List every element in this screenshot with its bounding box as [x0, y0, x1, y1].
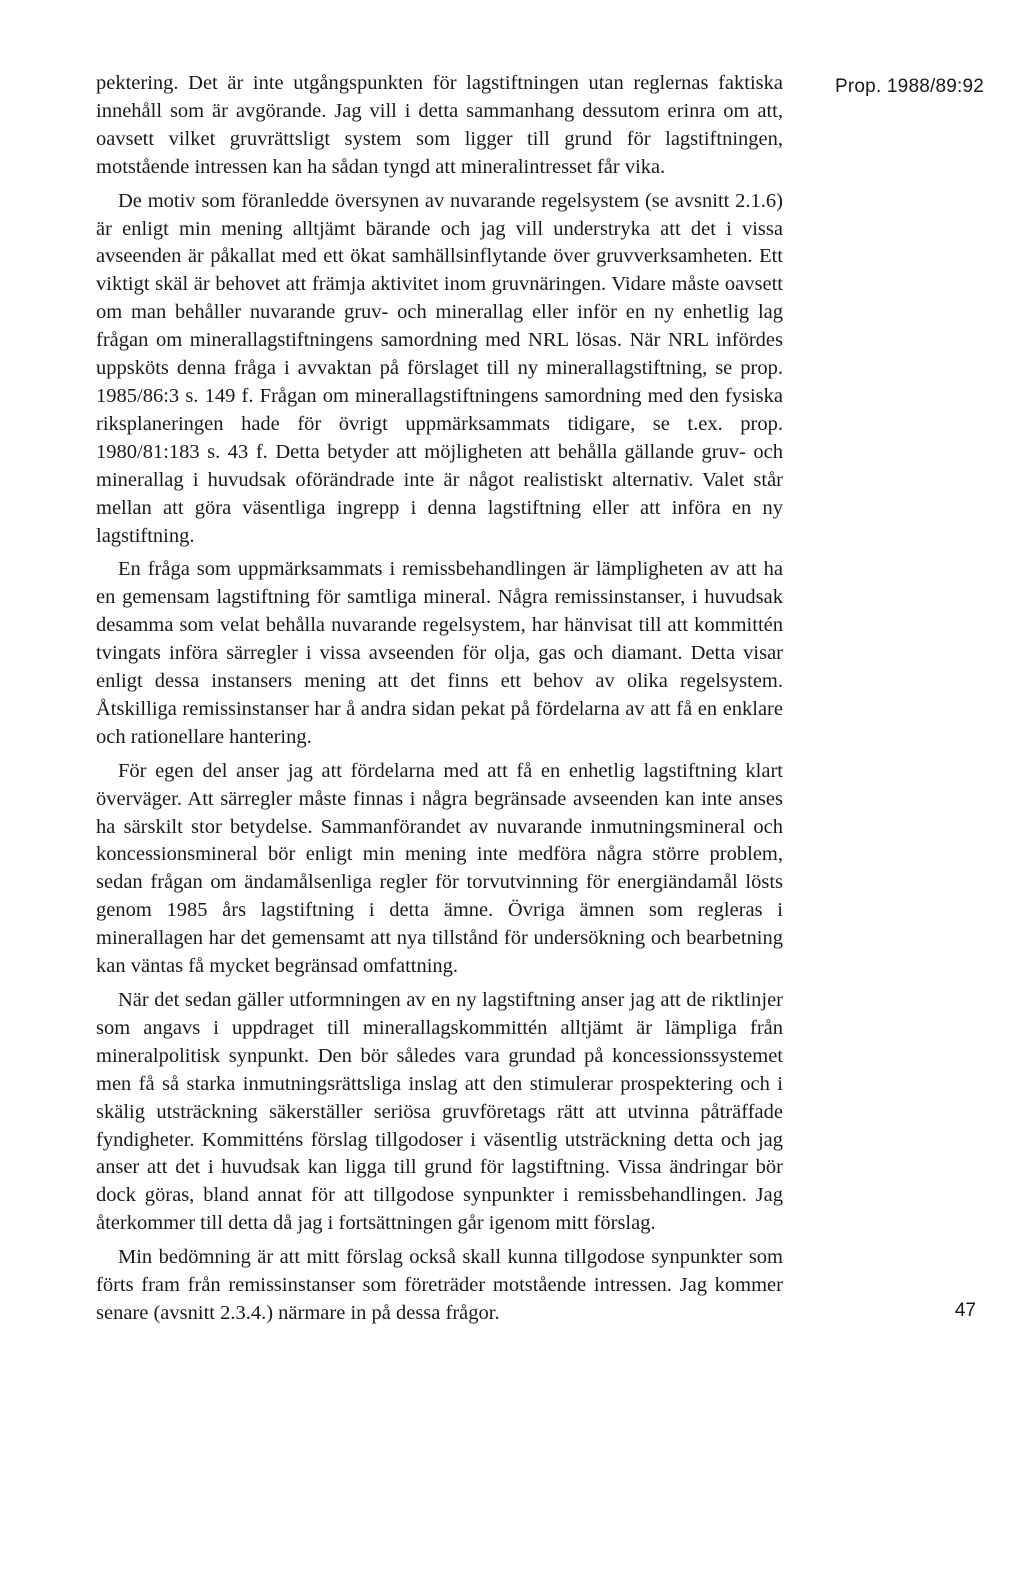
document-reference: Prop. 1988/89:92	[835, 76, 984, 97]
paragraph-2: De motiv som föranledde översynen av nuvarande regelsystem (se avsnitt 2.1.6) är enligt min mening alltjämt bärande och jag vill understryka att det i vissa avseenden är påkallat med ett ökat samhällsinflytande över gruvverksamheten. Ett viktigt skäl är behovet att främja aktivitet inom gruvnäringen. Vidare måste oavsett om man behåller nuvarande gruv- och minerallag eller inför en ny enhetlig lag frågan om minerallagstiftningens samordning med NRL lösas. När NRL infördes uppsköts denna fråga i avvaktan på förslaget till ny minerallagstiftning, se prop. 1985/86:3 s. 149 f. Frågan om minerallagstiftningens samordning med den fysiska riksplaneringen hade för övrigt uppmärksammats tidigare, se t.ex. prop. 1980/81:183 s. 43 f. Detta betyder att möjligheten att behålla gällande gruv- och minerallag i huvudsak oförändrade inte är något realistiskt alternativ. Valet står mellan att göra väsentliga ingrepp i denna lagstiftning eller att införa en ny lagstiftning.	[96, 189, 783, 547]
paragraph-3: En fråga som uppmärksammats i remissbehandlingen är lämpligheten av att ha en gemensam lagstiftning för samtliga mineral. Några remissinstanser, i huvudsak desamma som velat behålla nuvarande regelsystem, har hänvisat till att kommittén tvingats införa särregler i vissa avseenden för olja, gas och diamant. Detta visar enligt dessa instansers mening att det finns ett behov av olika regelsystem. Åtskilliga remissinstanser har å andra sidan pekat på fördelarna av att få en enklare och rationellare hantering.	[96, 558, 783, 748]
paragraph-5: När det sedan gäller utformningen av en ny lagstiftning anser jag att de riktlinjer som angavs i uppdraget till minerallagskommittén alltjämt är lämpliga från mineralpolitisk synpunkt. Den bör således vara grundad på koncessionssystemet men få så starka inmutningsrättsliga inslag att den stimulerar prospektering och i skälig utsträckning säkerställer seriösa gruvföretags rätt att utvinna påträffade fyndigheter. Kommitténs förslag tillgodoser i väsentlig utsträckning detta och jag anser att det i huvudsak kan ligga till grund för lagstiftning. Vissa ändringar bör dock göras, bland annat för att tillgodose synpunkter i remissbehandlingen. Jag återkommer till detta då jag i fortsättningen går igenom mitt förslag.	[96, 989, 783, 1235]
paragraph-6: Min bedömning är att mitt förslag också skall kunna tillgodose synpunkter som förts fram från remissinstanser som företräder motstående intressen. Jag kommer senare (avsnitt 2.3.4.) närmare in på dessa frågor.	[96, 1246, 783, 1324]
page-number: 47	[954, 1300, 976, 1321]
paragraph-4: För egen del anser jag att fördelarna med att få en enhetlig lagstiftning klart överväger. Att särregler måste finnas i några begränsade avseenden kan inte anses ha särskilt stor betydelse. Sammanförandet av nuvarande inmutningsmineral och koncessionsmineral bör enligt min mening inte medföra några större problem, sedan frågan om ändamålsenliga regler för torvutvinning för energiändamål lösts genom 1985 års lagstiftning i detta ämne. Övriga ämnen som regleras i minerallagen har det gemensamt att nya tillstånd för undersökning och bearbetning kan väntas få mycket begränsad omfattning.	[96, 759, 783, 978]
body-text	[96, 70, 783, 1334]
paragraph-1: pektering. Det är inte utgångspunkten för lagstiftningen utan reglernas faktiska innehåll som är avgörande. Jag vill i detta sammanhang dessutom erinra om att, oavsett vilket gruvrättsligt system som ligger till grund för lagstiftningen, motstående intressen kan ha sådan tyngd att mineralintresset får vika.	[96, 72, 783, 178]
